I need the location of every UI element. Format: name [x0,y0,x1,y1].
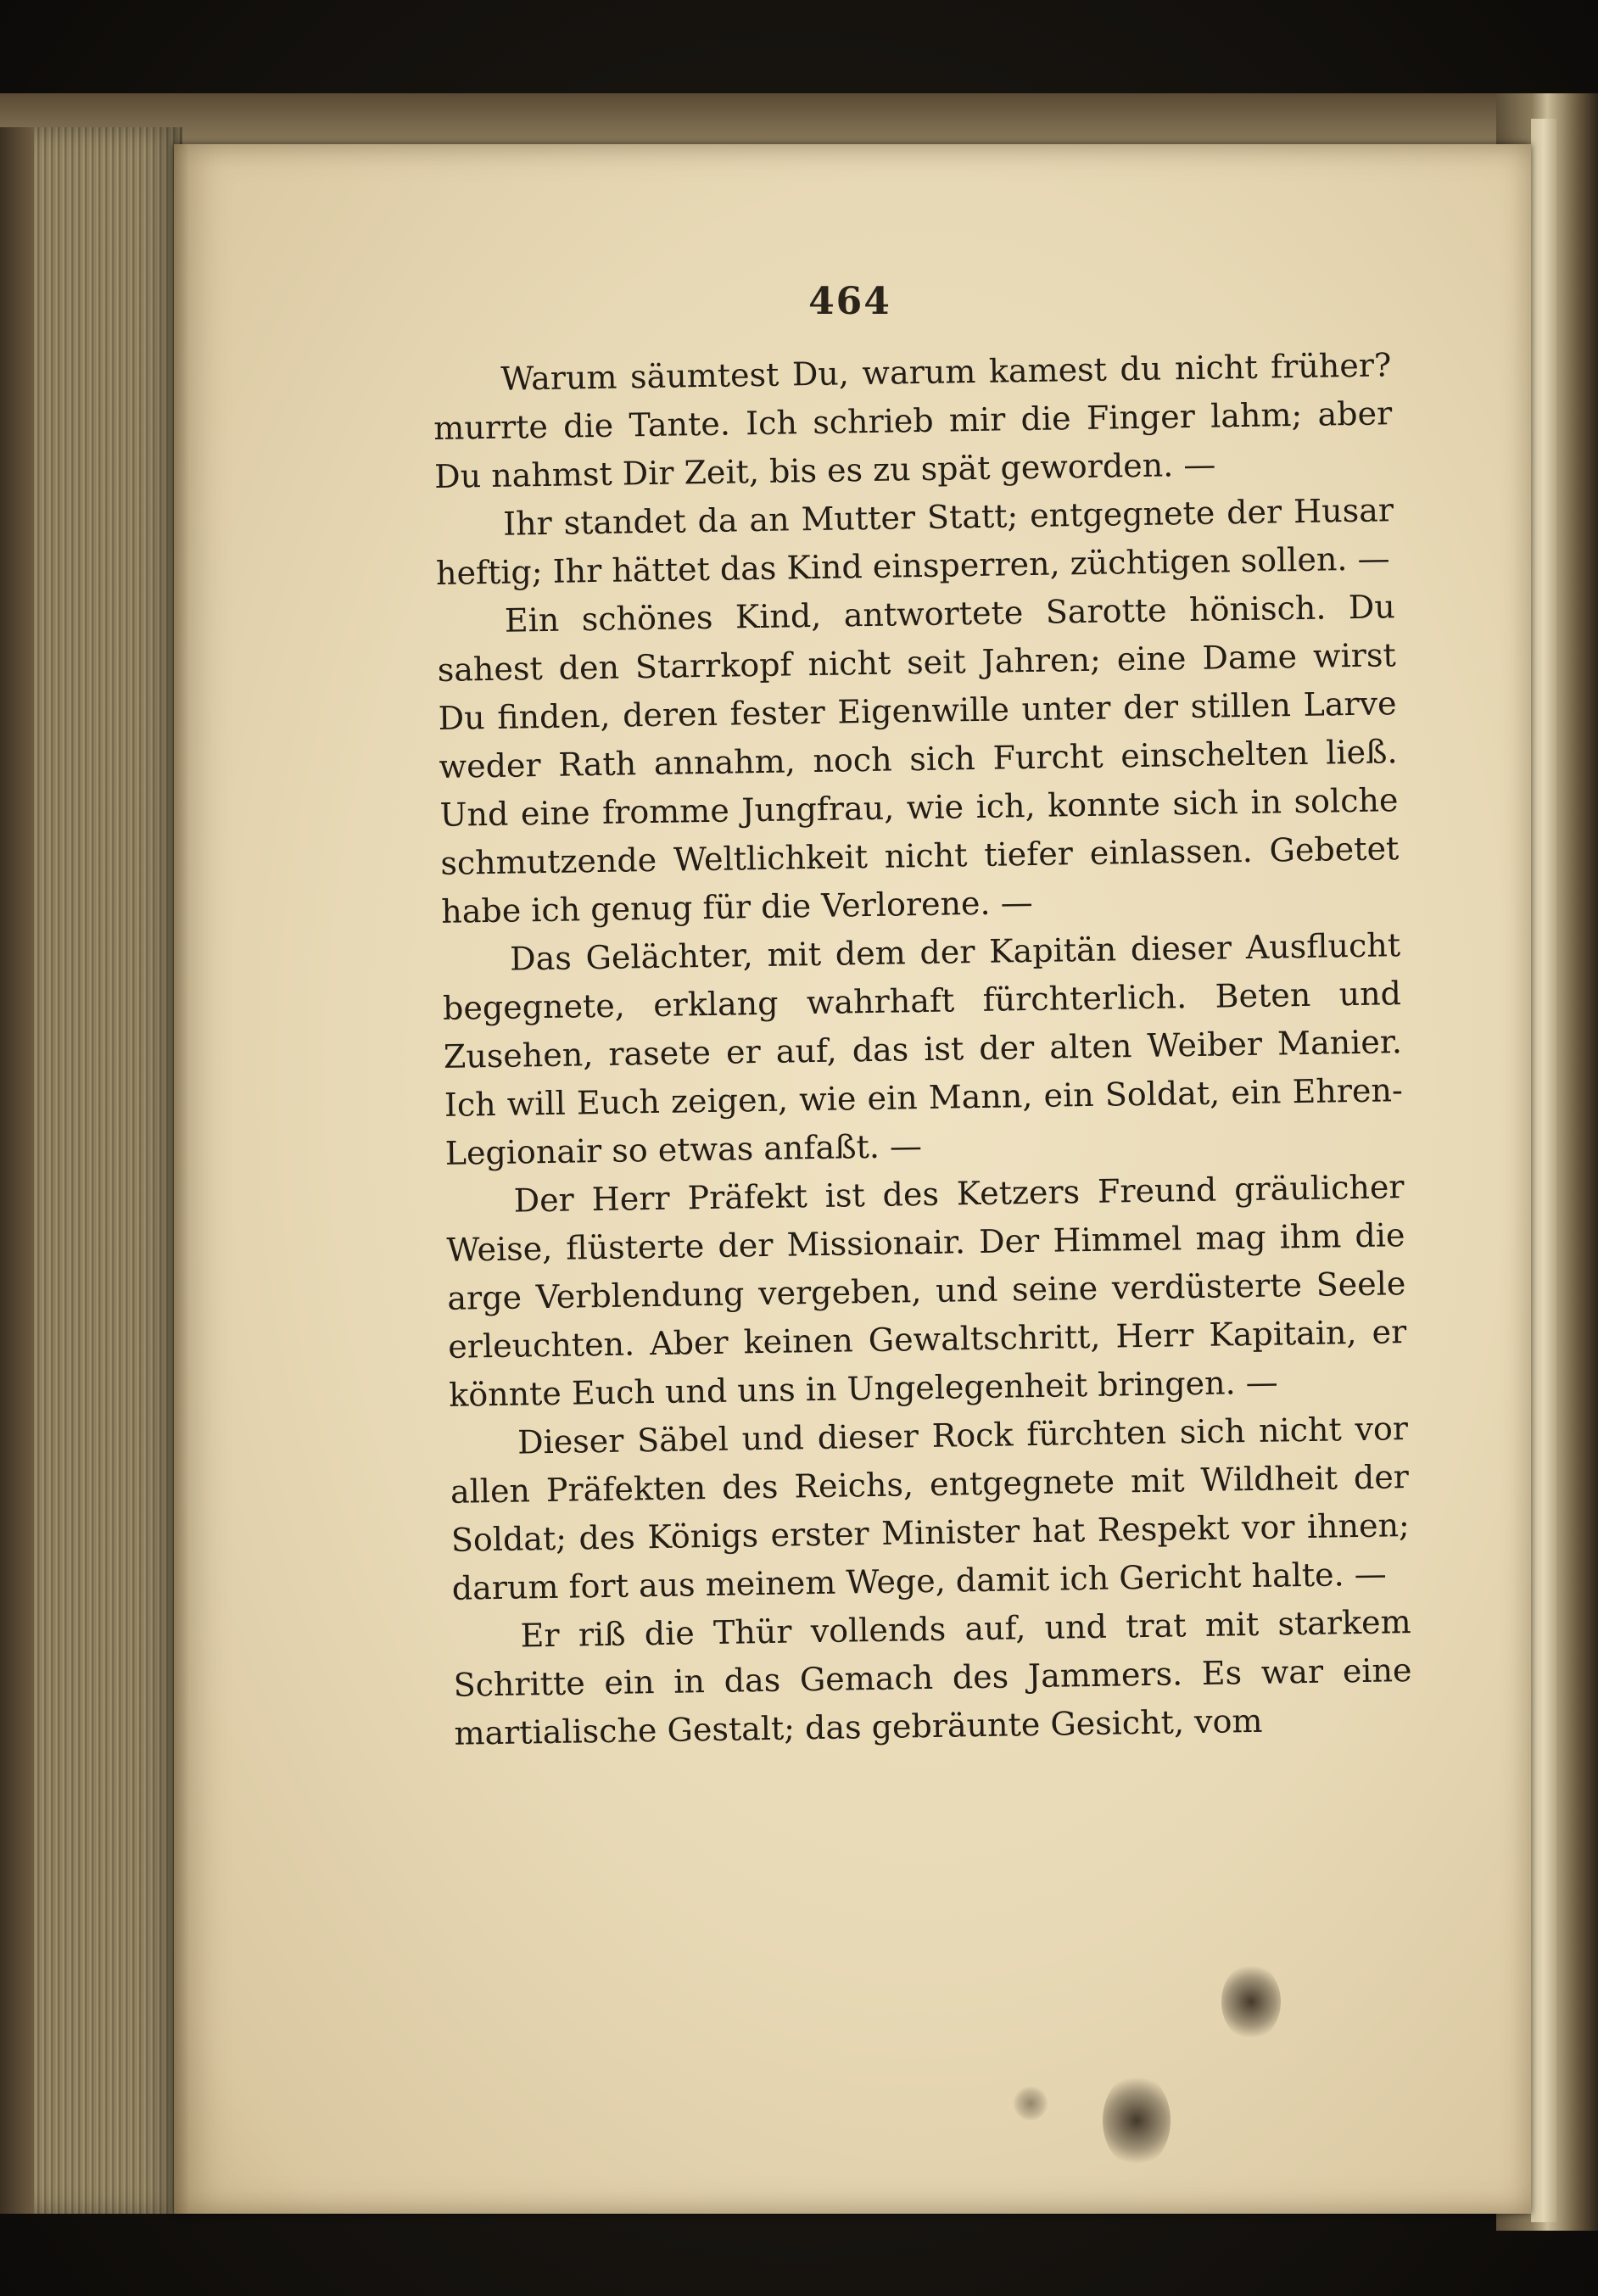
page-gutter-shadow [174,144,189,2214]
paragraph: Ihr standet da an Mutter Statt; entgegnete der Husar heftig; Ihr hättet das Kind einsperren, züchtigen sollen. — [435,491,1394,592]
book-spine-shadow [0,127,34,2214]
paragraph: Ein schönes Kind, antwortete Sarotte hönisch. Du sahest den Starrkopf nicht seit Jahren; eine Dame wirst Du finden, deren fester Eigenwille unter der stillen Larve weder Rath annahm, noch sich Furcht einschelten ließ. Und eine fromme Jungfrau, wie ich, konnte sich in solche schmutzende Weltlichkeit nicht tiefer einlassen. Gebetet habe ich genug für die Verlorene. — [437,588,1400,930]
paragraph: Er riß die Thür vollends auf, und trat mit starkem Schritte ein in das Gemach des Jammers. Es war eine martialische Gestalt; das gebräunte Gesicht, vom [453,1603,1412,1752]
book-cover-top [0,93,1598,144]
paragraph: Dieser Säbel und dieser Rock fürchten sich nicht vor allen Präfekten des Reichs, entgegnete mit Wildheit der Soldat; des Königs erster Minister hat Respekt vor ihnen; darum fort aus meinem Wege, damit ich Gericht halte. — [450,1410,1411,1607]
paragraph: Der Herr Präfekt ist des Ketzers Freund gräulicher Weise, flüsterte der Missionair. Der Himmel mag ihm die arge Verblendung vergeben, und seine verdüsterte Seele erleuchten. Aber keinen Gewaltschritt, Herr Kapitain, er könnte Euch und uns in Ungelegenheit bringen. — [446,1168,1407,1414]
page-number: 464 [808,280,891,323]
paragraph: Das Gelächter, mit dem der Kapitän dieser Ausflucht begegnete, erklang wahrhaft fürchterlich. Beten und Zusehen, rasete er auf, das ist der alten Weiber Manier. Ich will Euch zeigen, wie ein Mann, ein Soldat, ein Ehren-Legionair so etwas anfaßt. — [442,926,1404,1172]
ink-stain [1014,2087,1048,2120]
paragraph: Warum säumtest Du, warum kamest du nicht früher? murrte die Tante. Ich schrieb mir die Finger lahm; aber Du nahmst Dir Zeit, bis es zu spät geworden. — [433,346,1393,495]
adjacent-page-edge [1531,119,1556,2222]
ink-stain [1221,1964,1281,2040]
body-text [433,341,1413,1758]
ink-stain [1103,2074,1171,2167]
